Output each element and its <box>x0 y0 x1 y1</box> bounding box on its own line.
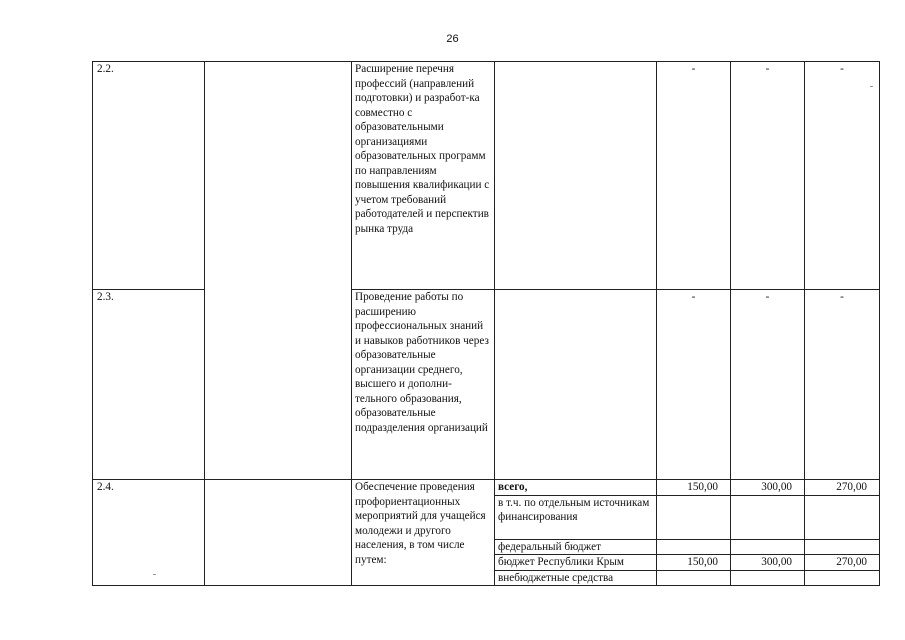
value-year-2: 300,00 <box>731 480 805 496</box>
program-activities-table <box>92 61 880 586</box>
executor-cell <box>205 62 352 480</box>
value-year-3 <box>805 539 880 555</box>
value-year-1: 150,00 <box>657 480 731 496</box>
value-year-2: - <box>731 62 805 290</box>
value-year-2 <box>731 570 805 586</box>
funding-source-label: в т.ч. по отдельным источникам финансирования <box>495 495 657 539</box>
executor-cell <box>205 480 352 586</box>
value-year-3: - <box>805 290 880 480</box>
value-year-1 <box>657 570 731 586</box>
scan-speck <box>153 574 156 575</box>
activity-description: Проведение работы по расширению профессиональных знаний и навыков работников через образовательные организации среднего, высшего и дополни-тельного образования, образовательные подразделения организаций <box>352 290 495 480</box>
value-year-1: - <box>657 62 731 290</box>
value-year-3: - <box>805 62 880 290</box>
value-year-1 <box>657 539 731 555</box>
activity-description: Расширение перечня профессий (направлений подготовки) и разработ-ка совместно с образовательными организациями образовательных программ по направлениям повышения квалификации с учетом требований работодателей и перспектив рынка труда <box>352 62 495 290</box>
funding-source-cell <box>495 62 657 290</box>
funding-source-label: внебюджетные средства <box>495 570 657 586</box>
value-year-3: 270,00 <box>805 555 880 571</box>
value-year-1: - <box>657 290 731 480</box>
scan-speck <box>870 86 873 87</box>
value-year-1: 150,00 <box>657 555 731 571</box>
funding-source-label: бюджет Республики Крым <box>495 555 657 571</box>
value-year-2: 300,00 <box>731 555 805 571</box>
value-year-2 <box>731 539 805 555</box>
funding-source-cell <box>495 290 657 480</box>
value-year-2 <box>731 495 805 539</box>
activity-description: Обеспечение проведения профориентационных мероприятий для учащейся молодежи и другого населения, в том числе путем: <box>352 480 495 586</box>
table-row-2-4 <box>93 480 880 496</box>
value-year-3: 270,00 <box>805 480 880 496</box>
funding-source-total: всего, <box>495 480 657 496</box>
row-number: 2.4. <box>93 480 205 586</box>
row-number: 2.3. <box>93 290 205 480</box>
funding-source-label: федеральный бюджет <box>495 539 657 555</box>
row-number: 2.2. <box>93 62 205 290</box>
value-year-3 <box>805 495 880 539</box>
value-year-2: - <box>731 290 805 480</box>
page-number: 26 <box>446 33 459 45</box>
value-year-1 <box>657 495 731 539</box>
table-row-2-2 <box>93 62 880 290</box>
value-year-3 <box>805 570 880 586</box>
